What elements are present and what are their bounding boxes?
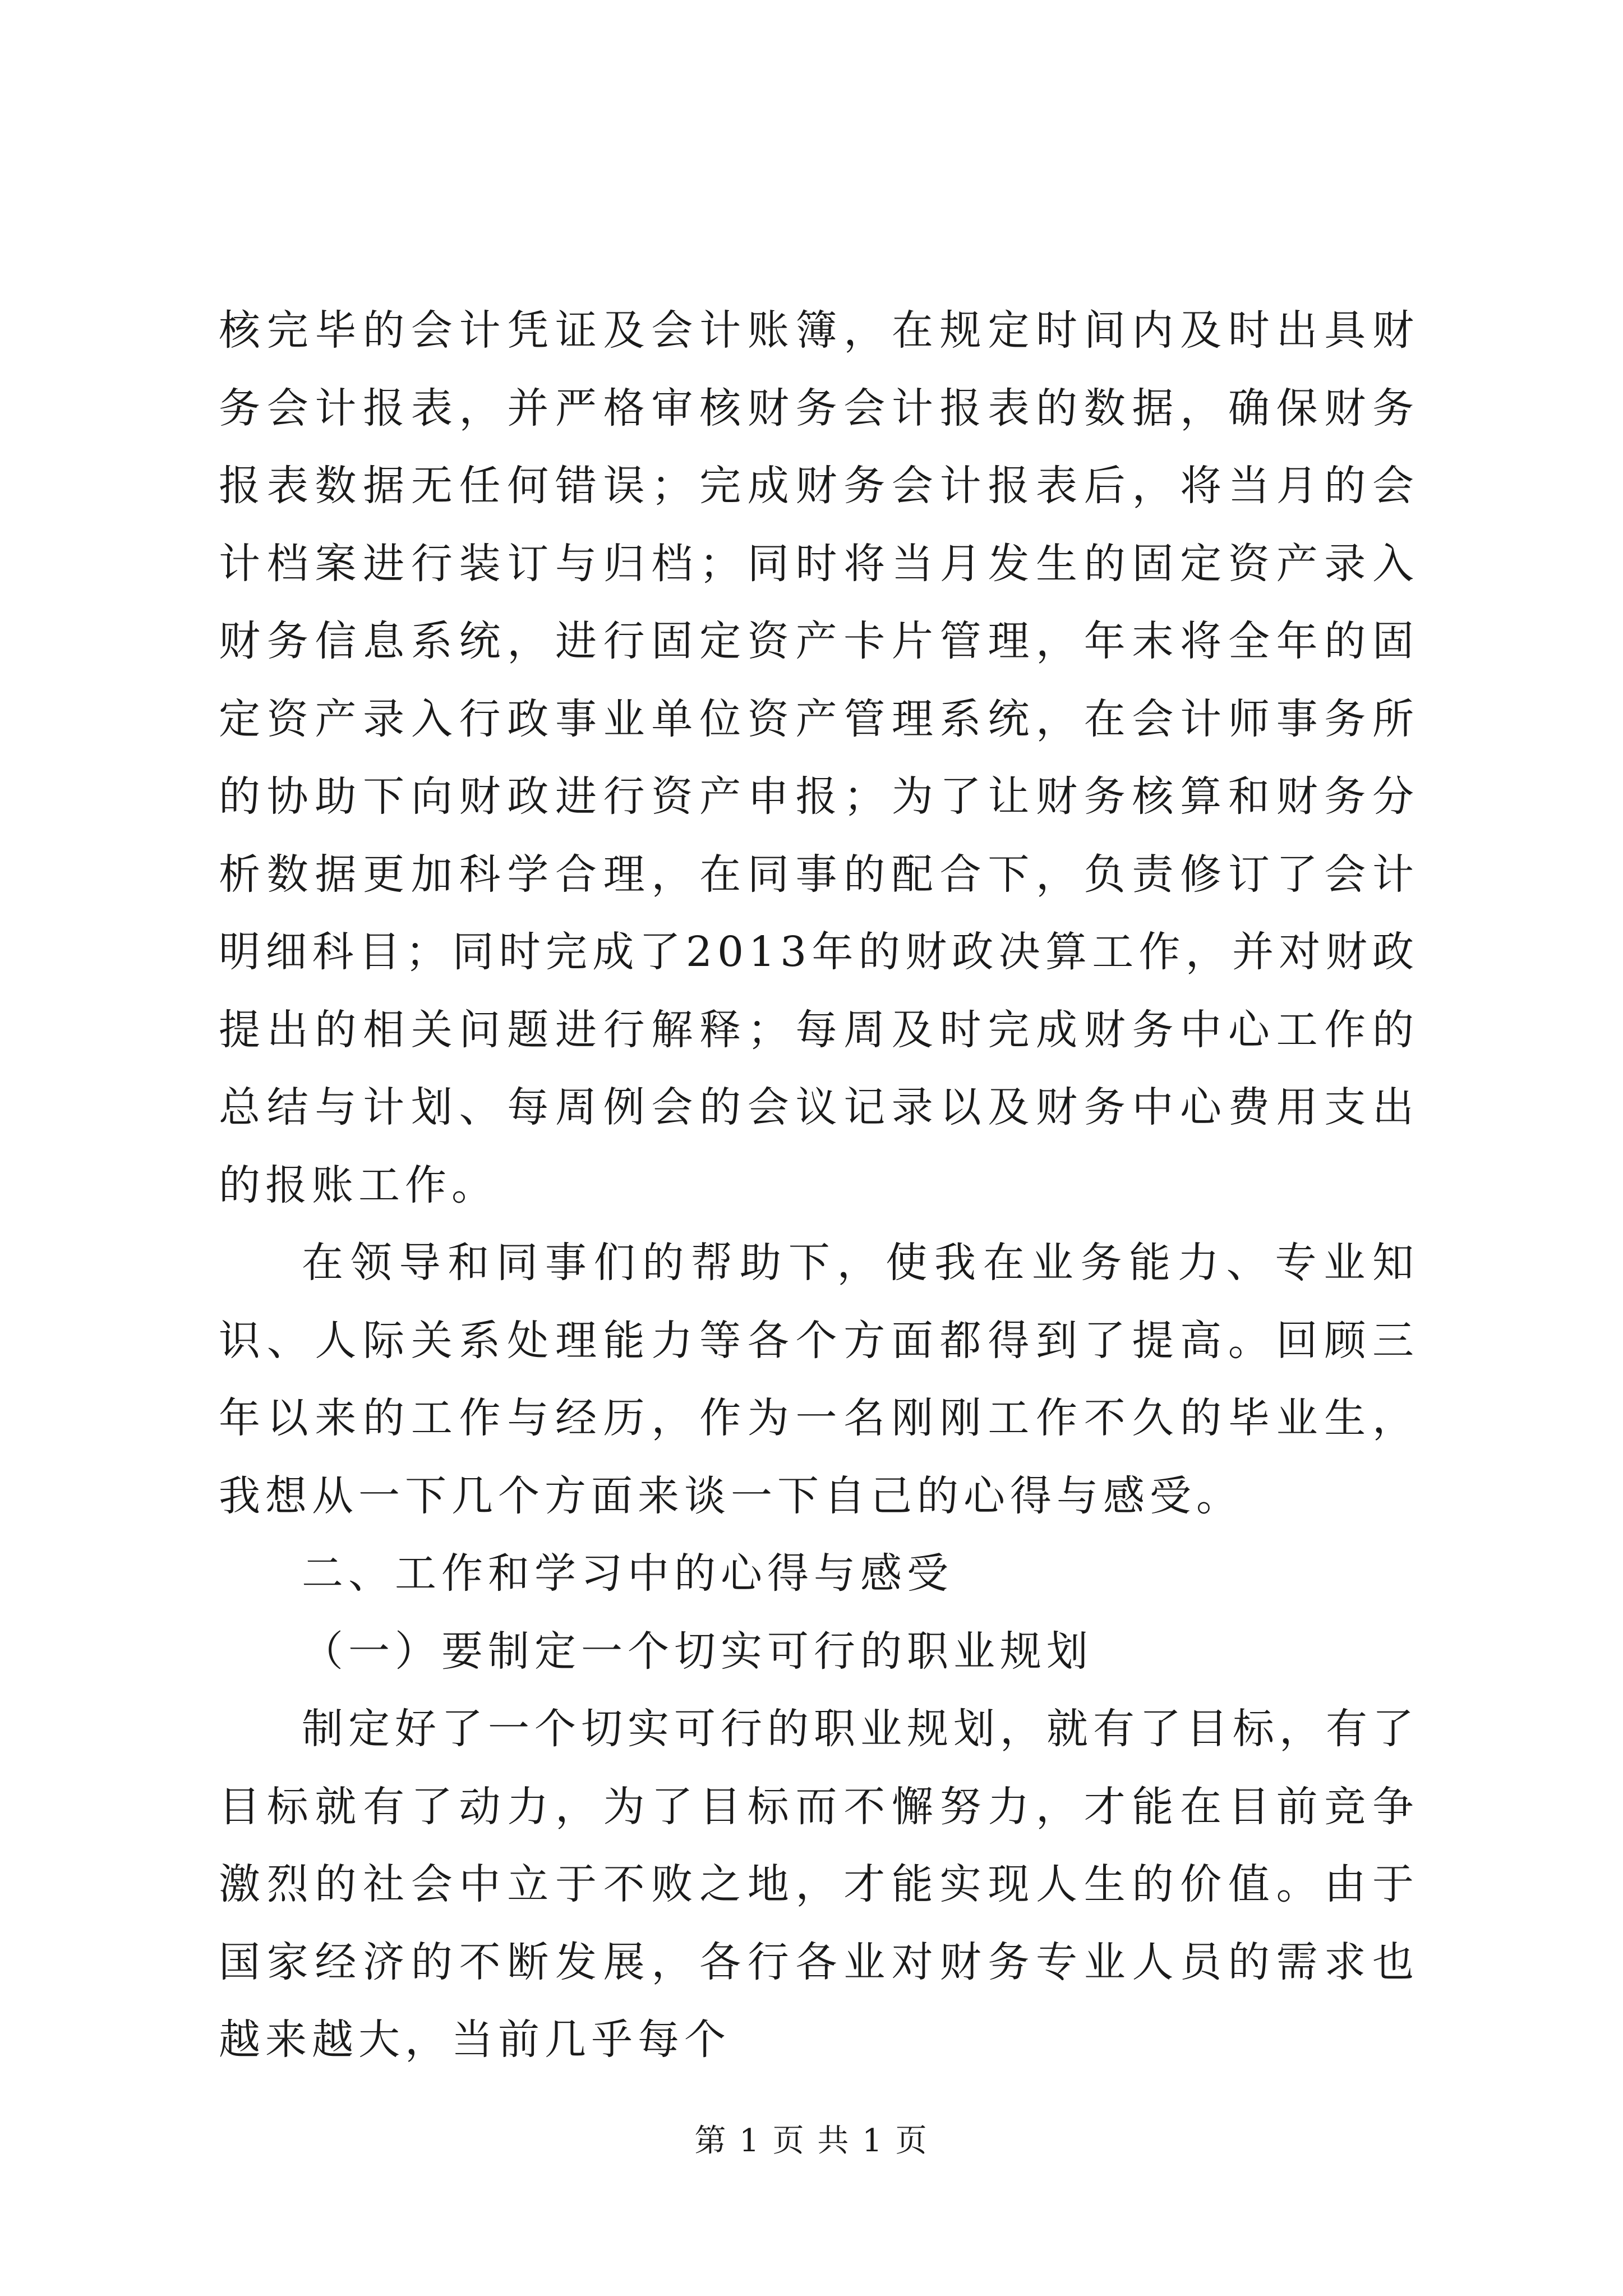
section-heading: 二、工作和学习中的心得与感受	[302, 1549, 953, 1598]
paragraph-reflection-intro: 在领导和同事们的帮助下，使我在业务能力、专业知识、人际关系处理能力等各个方面都得到了提高。回顾三年以来的工作与经历，作为一名刚刚工作不久的毕业生，我想从一下几个方面来谈一下自己的心得与感受。	[219, 1239, 1419, 1520]
paragraph-continuation: 核完毕的会计凭证及会计账簿，在规定时间内及时出具财务会计报表，并严格审核财务会计报表的数据，确保财务报表数据无任何错误；完成财务会计报表后，将当月的会计档案进行装订与归档；同时将当月发生的固定资产录入财务信息系统，进行固定资产卡片管理，年末将全年的固定资产录入行政事业单位资产管理系统，在会计师事务所的协助下向财政进行资产申报；为了让财务核算和财务分析数据更加科学合理，在同事的配合下，负责修订了会计明细科目；同时完成了2013年的财政决算工作，并对财政提出的相关问题进行解释；每周及时完成财务中心工作的总结与计划、每周例会的会议记录以及财务中心费用支出的报账工作。	[219, 306, 1419, 1209]
subsection-heading: （一）要制定一个切实可行的职业规划	[302, 1627, 1093, 1676]
page-footer: 第 1 页 共 1 页	[694, 2123, 929, 2159]
paragraph-career-plan: 制定好了一个切实可行的职业规划，就有了目标，有了目标就有了动力，为了目标而不懈努力，才能在目前竞争激烈的社会中立于不败之地，才能实现人生的价值。由于国家经济的不断发展，各行各业对财务专业人员的需求也越来越大，当前几乎每个	[219, 1705, 1419, 2064]
body-text	[219, 292, 1419, 2079]
